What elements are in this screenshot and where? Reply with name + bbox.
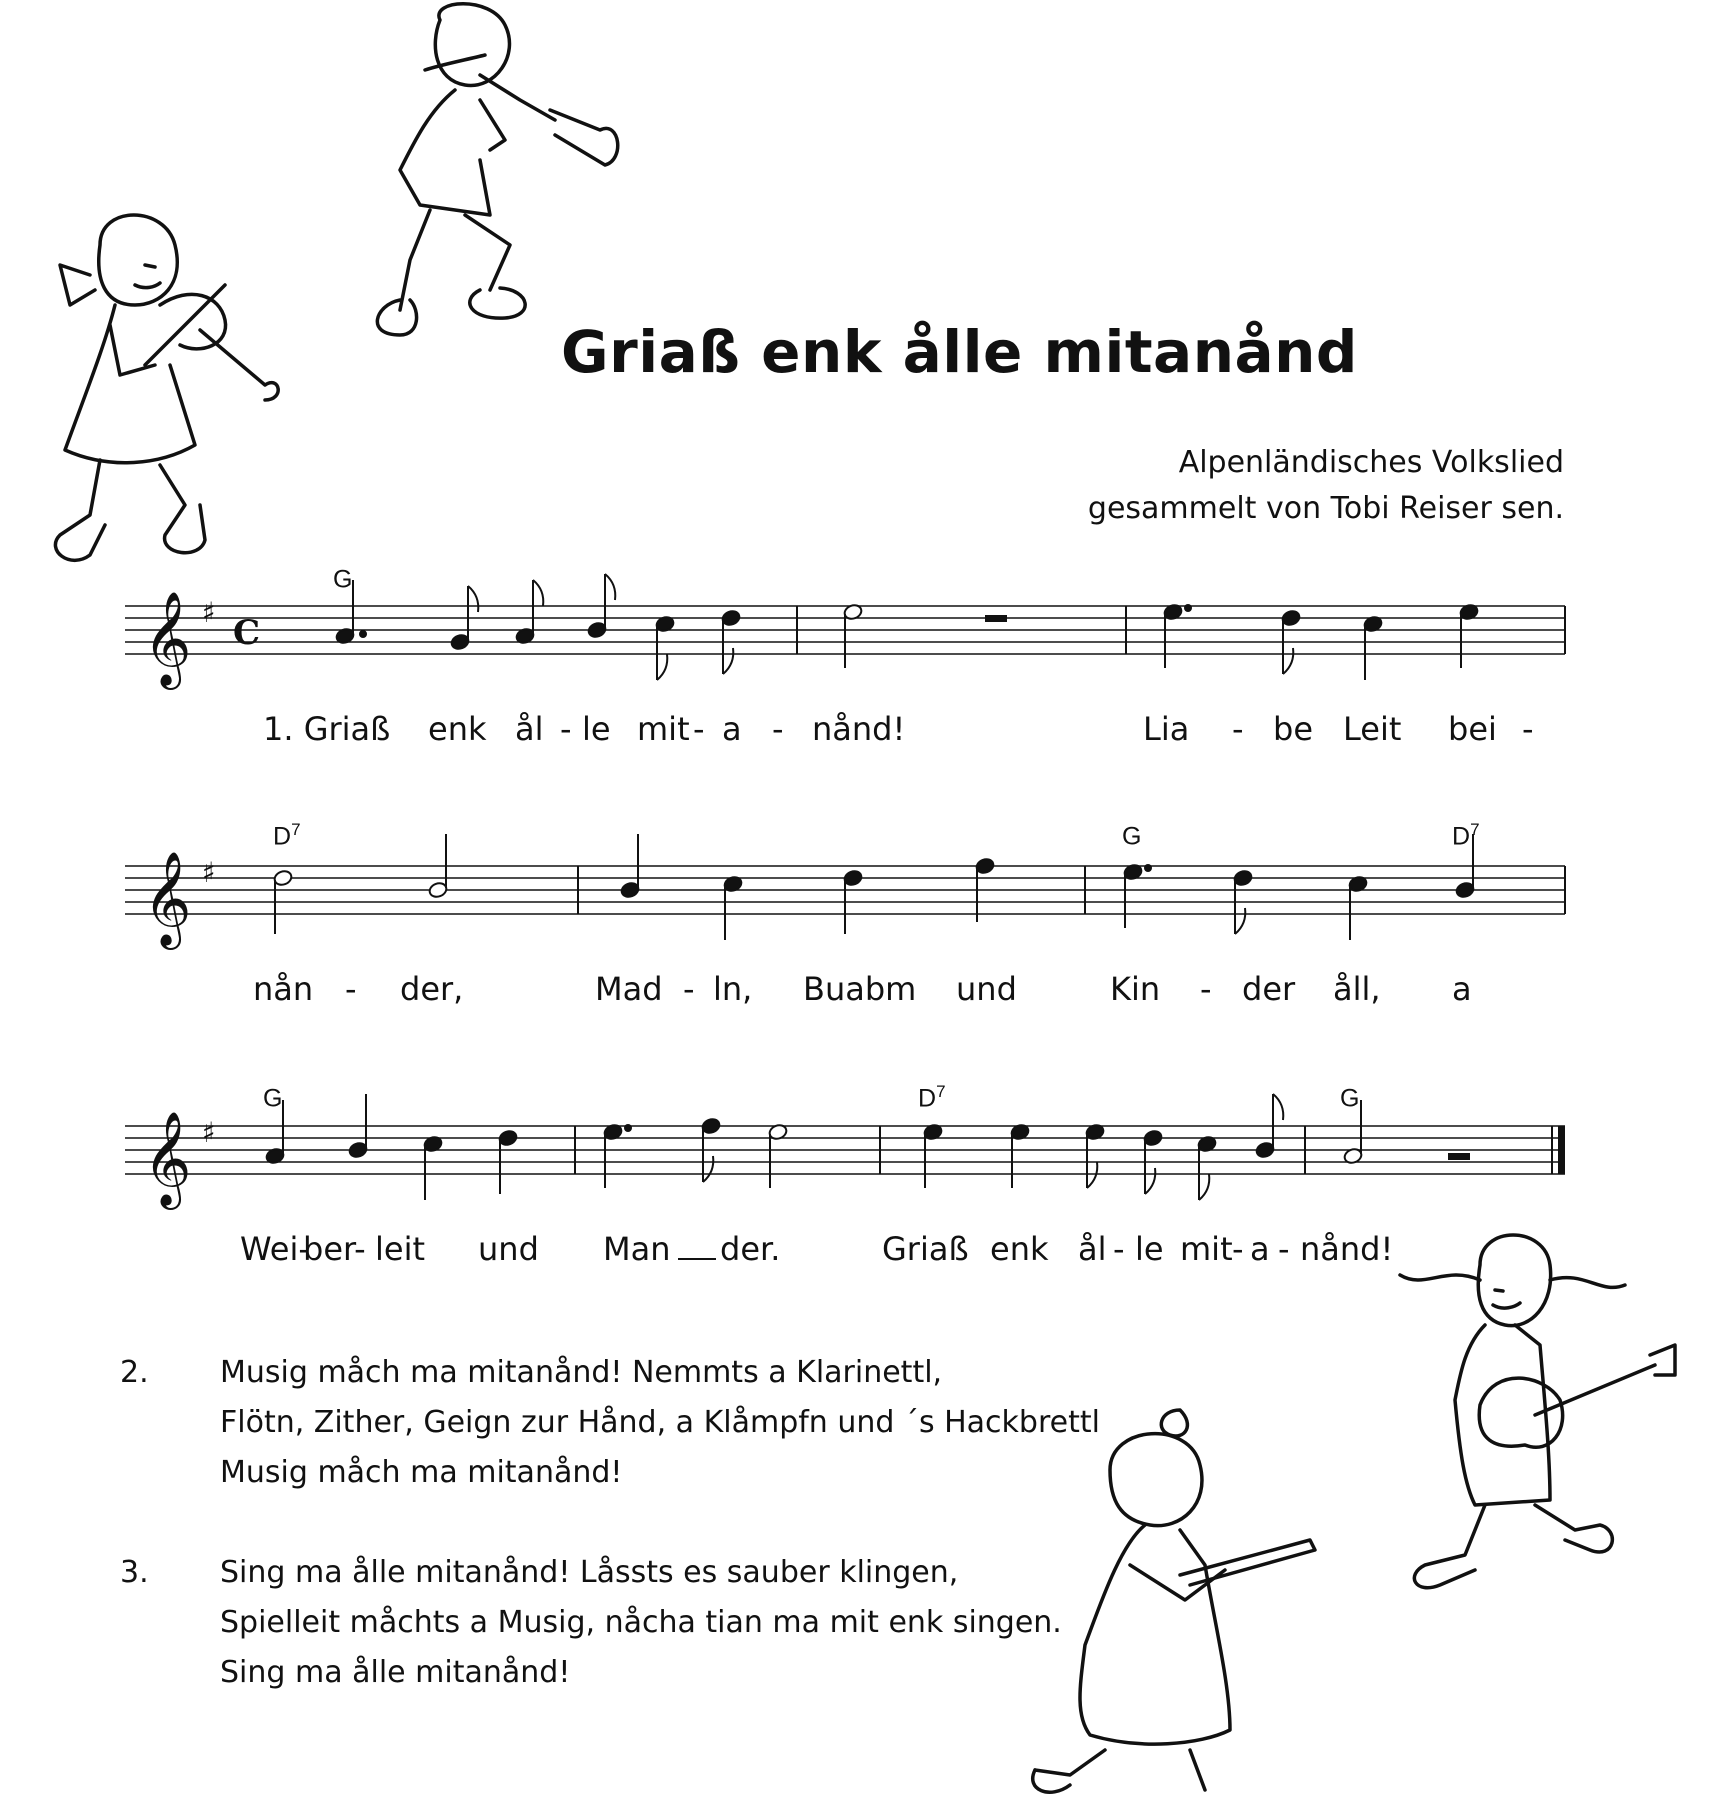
key-signature-sharp: ♯	[202, 596, 216, 629]
treble-clef-icon: 𝄞	[143, 1111, 192, 1206]
lyric-syllable: -	[1200, 970, 1212, 1008]
chord-symbol: G	[333, 565, 353, 594]
lyrics-line-2	[0, 970, 1719, 1010]
lyric-syllable: der.	[720, 1230, 781, 1268]
lyrics-line-1	[0, 710, 1719, 750]
lyric-syllable: -	[772, 710, 784, 748]
lyric-syllable: a	[1452, 970, 1472, 1008]
lyric-syllable: ln,	[713, 970, 753, 1008]
lyric-syllable: -	[1232, 710, 1244, 748]
verse-line: Musig måch ma mitanånd!	[220, 1455, 623, 1490]
notes-system-1	[335, 574, 1479, 680]
lyric-syllable: nånd!	[1300, 1230, 1394, 1268]
verse-number: 3.	[120, 1555, 149, 1590]
chord-symbol: G	[1340, 1084, 1360, 1113]
lyric-syllable: a	[722, 710, 742, 748]
credit-line-collector: gesammelt von Tobi Reiser sen.	[1087, 491, 1564, 526]
verse-line: Musig måch ma mitanånd! Nemmts a Klarinettl,	[220, 1355, 943, 1390]
girl-flute-icon	[1030, 1405, 1410, 1795]
lyric-syllable: enk	[990, 1230, 1049, 1268]
song-title: Griaß enk ålle mitanånd	[561, 318, 1358, 386]
verse-line: Sing ma ålle mitanånd! Låssts es sauber klingen,	[220, 1555, 959, 1590]
time-signature-common: C	[233, 613, 261, 653]
chord-symbol: G	[1122, 822, 1142, 851]
girl-guitar-icon	[1385, 1225, 1685, 1585]
lyric-syllable: nån	[253, 970, 314, 1008]
lyric-syllable: -	[693, 710, 705, 748]
treble-clef-icon: 𝄞	[143, 851, 192, 946]
lyric-syllable: -	[560, 710, 572, 748]
lyric-syllable: -	[1278, 1230, 1290, 1268]
lyric-syllable: der,	[400, 970, 464, 1008]
lyric-syllable: nånd!	[812, 710, 906, 748]
lyric-syllable: Lia	[1143, 710, 1190, 748]
key-signature-sharp: ♯	[202, 856, 216, 889]
staff-system-3	[0, 1080, 1719, 1240]
lyric-syllable: ber-	[303, 1230, 366, 1268]
lyric-syllable: Buabm	[803, 970, 917, 1008]
boy-trumpet-icon	[370, 0, 630, 360]
lyric-syllable: Kin	[1110, 970, 1161, 1008]
lyric-syllable: mit	[1180, 1230, 1233, 1268]
lyric-syllable: -	[345, 970, 357, 1008]
notes-system-2	[273, 834, 1475, 940]
verse-number: 2.	[120, 1355, 149, 1390]
treble-clef-icon: 𝄞	[143, 591, 192, 686]
staff-system-1	[0, 560, 1719, 720]
lyric-syllable: Griaß	[882, 1230, 969, 1268]
chord-symbol: $D^7$	[273, 820, 301, 851]
lyric-syllable: le	[582, 710, 611, 748]
lyric-syllable: Wei-	[240, 1230, 310, 1268]
lyrics-line-3	[0, 1230, 1719, 1270]
key-signature-sharp: ♯	[202, 1116, 216, 1149]
lyric-syllable: -	[683, 970, 695, 1008]
lyric-syllable: Leit	[1343, 710, 1402, 748]
lyric-syllable: 1. Griaß	[263, 710, 391, 748]
chord-symbol: $D^7$	[1452, 820, 1480, 851]
lyric-syllable: a	[1250, 1230, 1270, 1268]
lyric-syllable: bei	[1448, 710, 1497, 748]
song-credits	[1088, 440, 1564, 532]
chord-symbol: G	[263, 1084, 283, 1113]
lyric-syllable: Mad	[595, 970, 663, 1008]
lyric-syllable: -	[1522, 710, 1534, 748]
verse-line: Spielleit måchts a Musig, nåcha tian ma mit enk singen.	[220, 1605, 1062, 1640]
lyric-syllable: åll,	[1333, 970, 1381, 1008]
chord-symbol: $D^7$	[918, 1082, 946, 1113]
lyric-syllable: le	[1135, 1230, 1164, 1268]
lyric-syllable: -	[1113, 1230, 1125, 1268]
notes-system-3	[265, 1094, 1470, 1200]
lyric-syllable: mit	[637, 710, 690, 748]
lyric-syllable: und	[478, 1230, 539, 1268]
verse-line: Sing ma ålle mitanånd!	[220, 1655, 571, 1690]
lyric-syllable: be	[1273, 710, 1313, 748]
lyric-syllable: -	[1232, 1230, 1244, 1268]
lyric-syllable: der	[1242, 970, 1296, 1008]
lyric-syllable	[678, 1230, 716, 1260]
lyric-syllable: ål	[1078, 1230, 1107, 1268]
lyric-syllable: enk	[428, 710, 487, 748]
verse-line: Flötn, Zither, Geign zur Hånd, a Klåmpfn und ´s Hackbrettl	[220, 1405, 1100, 1440]
credit-line-origin: Alpenländisches Volkslied	[1178, 445, 1564, 480]
lyric-syllable: leit	[375, 1230, 426, 1268]
girl-violin-icon	[50, 205, 300, 585]
lyric-syllable: ål	[515, 710, 544, 748]
lyric-syllable: Man	[603, 1230, 671, 1268]
lyric-syllable: und	[956, 970, 1017, 1008]
